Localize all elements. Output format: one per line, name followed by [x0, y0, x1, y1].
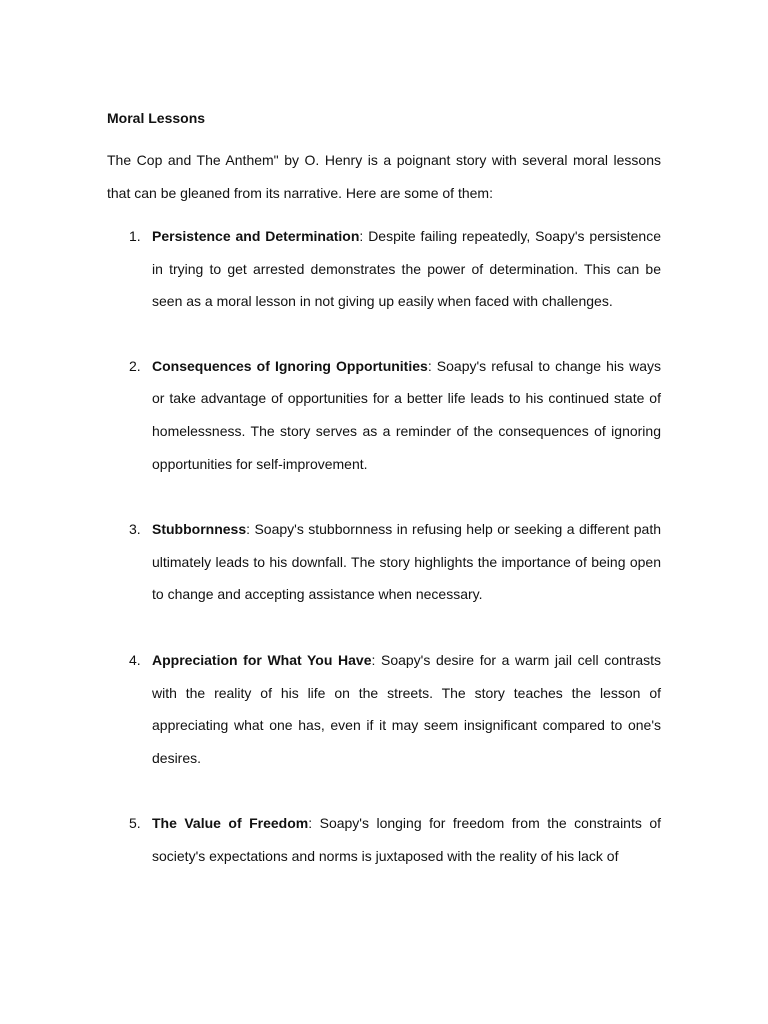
list-item	[107, 807, 661, 872]
list-item-number: 3.	[129, 521, 141, 538]
list-item-term: Stubbornness	[152, 521, 247, 538]
list-item-text: : Soapy's longing for freedom from the constraints of society's expectations and norms is juxtaposed with the reality of his lack of	[152, 815, 662, 864]
list-item-term: The Value of Freedom	[152, 815, 309, 832]
list-item-text: : Soapy's desire for a warm jail cell contrasts with the reality of his life on the streets. The story teaches the lesson of appreciating what one has, even if it may seem insignificant compared to one's desires.	[152, 651, 661, 766]
list-item	[107, 220, 661, 318]
intro-paragraph: The Cop and The Anthem" by O. Henry is a poignant story with several moral lessons that can be gleaned from its narrative. Here are some of them:	[107, 152, 661, 201]
list-item-number: 4.	[129, 651, 141, 668]
list-item-text: : Soapy's stubbornness in refusing help or seeking a different path ultimately leads to his downfall. The story highlights the importance of being open to change and accepting assistance when necessary.	[152, 521, 661, 603]
list-item-term: Consequences of Ignoring Opportunities	[152, 357, 428, 374]
page-title: Moral Lessons	[107, 110, 206, 126]
list-item-text: : Soapy's refusal to change his ways or take advantage of opportunities for a better life leads to his continued state of homelessness. The story serves as a reminder of the consequences of ignoring opportunities for self-improvement.	[152, 357, 661, 472]
list-item-number: 5.	[129, 815, 141, 832]
moral-lessons-list	[107, 220, 661, 873]
list-item-number: 2.	[129, 357, 141, 374]
list-item-number: 1.	[129, 228, 141, 244]
list-item	[107, 513, 661, 611]
list-item	[107, 644, 661, 774]
list-item-text: : Despite failing repeatedly, Soapy's persistence in trying to get arrested demonstrates the power of determination. This can be seen as a moral lesson in not giving up easily when faced with challenges.	[152, 228, 661, 310]
list-item	[107, 350, 661, 480]
list-item-term: Persistence and Determination	[152, 228, 360, 244]
list-item-term: Appreciation for What You Have	[152, 651, 372, 668]
